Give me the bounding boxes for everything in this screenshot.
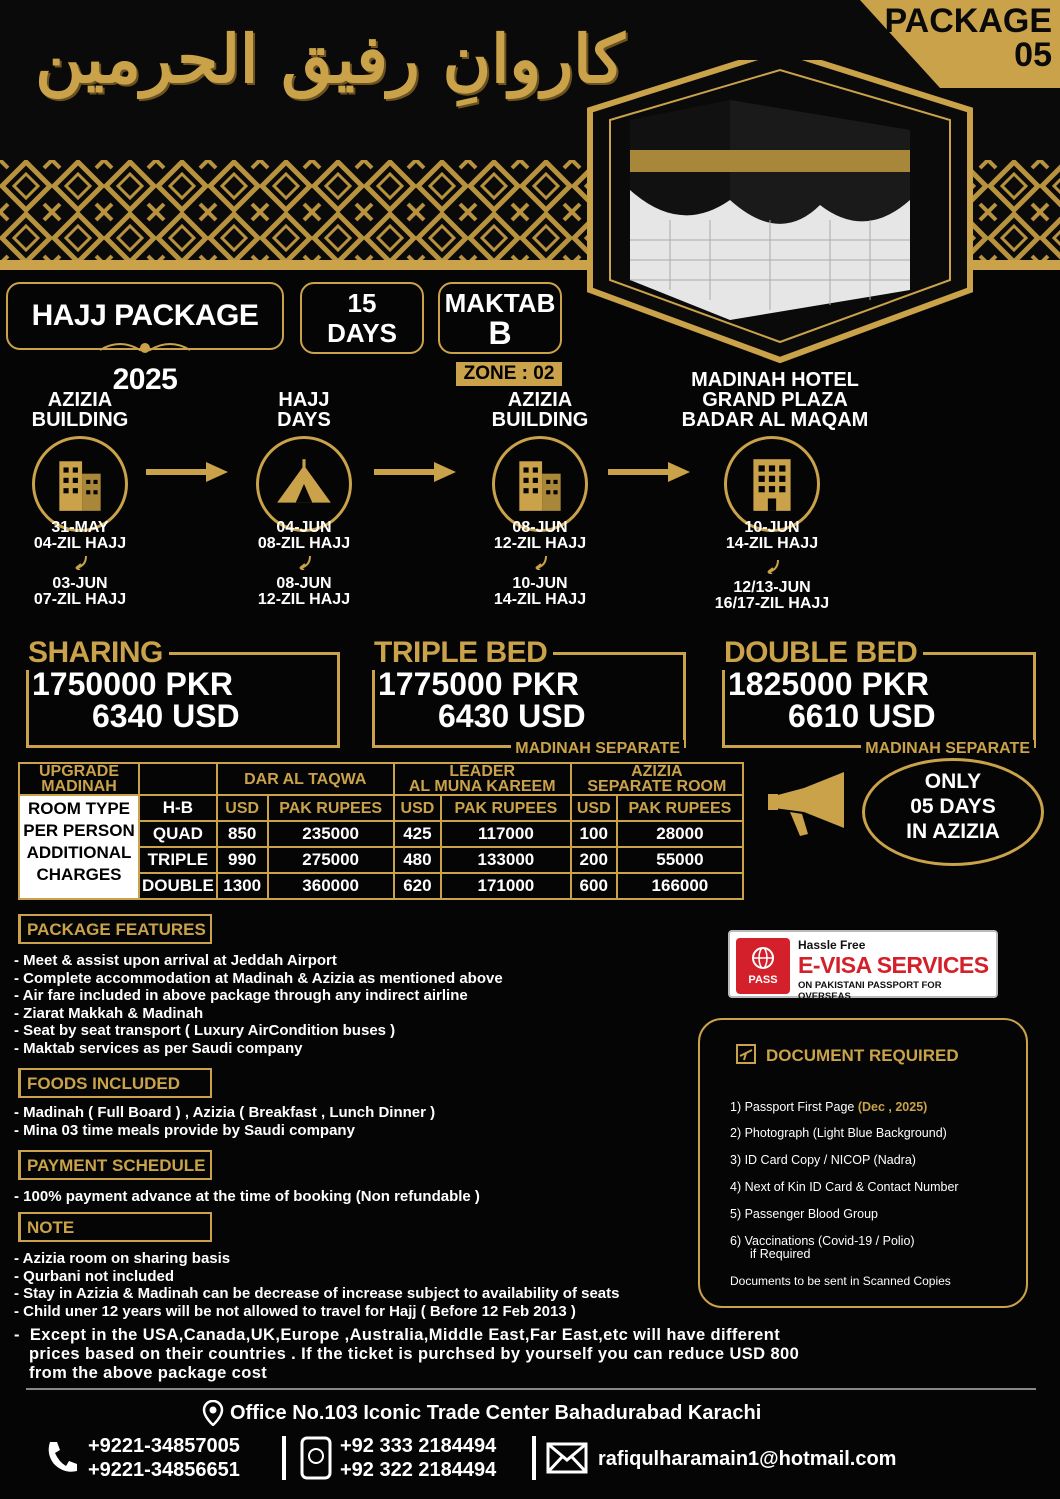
step-title-line: HAJJ <box>278 389 330 411</box>
days-number: 15 <box>347 288 377 318</box>
step-date-from <box>470 520 610 552</box>
pricing-disclaimer <box>14 1326 1014 1383</box>
list-item: - Mina 03 time meals provide by Saudi company <box>14 1121 355 1139</box>
price-pkr: 1775000 PKR <box>378 666 580 702</box>
step-circle <box>724 436 820 532</box>
cell: 100 <box>571 821 617 847</box>
features-list <box>14 952 503 1057</box>
document-item: 2) Photograph (Light Blue Background) <box>730 1126 947 1140</box>
mobile-numbers <box>340 1434 496 1482</box>
step-title-line: BUILDING <box>491 409 589 431</box>
room-type-line: PER PERSON <box>23 821 135 840</box>
list-item: - Madinah ( Full Board ) , Azizia ( Breakfast , Lunch Dinner ) <box>14 1104 436 1121</box>
group-name: AL MUNA KAREEM <box>408 778 556 795</box>
document-item: 3) ID Card Copy / NICOP (Nadra) <box>730 1153 916 1167</box>
maktab-box <box>438 282 562 354</box>
divider <box>532 1436 536 1480</box>
step-title <box>660 370 890 430</box>
list-item: - Azizia room on sharing basis <box>14 1250 231 1267</box>
cell: 200 <box>571 847 617 873</box>
foods-list <box>14 1104 435 1139</box>
curl-arrow-icon <box>72 556 92 570</box>
price-note: MADINAH SEPARATE <box>511 740 684 758</box>
step-title-line: BADAR AL MAQAM <box>681 409 869 431</box>
step-title-line: GRAND PLAZA <box>702 389 848 411</box>
room-type-label <box>19 795 139 899</box>
room-type-line: ADDITIONAL <box>26 843 132 862</box>
hb-label: H-B <box>139 795 217 821</box>
step-title-line: DAYS <box>277 409 331 431</box>
step-title <box>470 390 610 430</box>
document-highlight: (Dec , 2025) <box>857 1100 928 1114</box>
date-gregorian: 04-JUN <box>276 519 332 536</box>
speech-bubble <box>862 758 1044 866</box>
passport-icon <box>736 938 790 994</box>
row-type: QUAD <box>139 821 217 847</box>
cell: 171000 <box>441 873 571 899</box>
row-type: TRIPLE <box>139 847 217 873</box>
date-hijri: 04-ZIL HAJJ <box>33 535 127 552</box>
cell: 275000 <box>268 847 394 873</box>
step-date-from <box>10 520 150 552</box>
plane-document-icon <box>734 1042 758 1066</box>
table-cell <box>139 763 217 795</box>
cell: 425 <box>394 821 441 847</box>
step-title-line: BUILDING <box>31 409 129 431</box>
step-date-to <box>10 576 150 608</box>
room-type-line: ROOM TYPE <box>27 799 130 818</box>
documents-required-panel <box>698 1018 1028 1308</box>
note-list <box>14 1250 620 1320</box>
price-usd: 6610 USD <box>788 698 936 734</box>
group-header <box>217 763 394 795</box>
col-pkr: PAK RUPEES <box>268 795 394 821</box>
step-date-to <box>234 576 374 608</box>
step-title <box>234 390 374 430</box>
section-title: PACKAGE FEATURES <box>27 920 206 939</box>
days-box <box>300 282 424 354</box>
corner-line: UPGRADE <box>38 763 119 780</box>
step-circle <box>492 436 588 532</box>
col-pkr: PAK RUPEES <box>617 795 743 821</box>
evisa-banner <box>728 930 998 1002</box>
curl-arrow-icon <box>296 556 316 570</box>
office-address: Office No.103 Iconic Trade Center Bahadurabad Karachi <box>230 1402 762 1424</box>
date-gregorian: 10-JUN <box>512 575 568 592</box>
col-pkr: PAK RUPEES <box>441 795 571 821</box>
price-card-double <box>718 636 1038 757</box>
price-usd: 6430 USD <box>438 698 586 734</box>
group-header <box>394 763 571 795</box>
col-usd: USD <box>217 795 268 821</box>
document-item-note: if Required <box>750 1247 811 1261</box>
brand-title-arabic: کاروانِ رفیق الحرمین <box>35 20 625 98</box>
cell: 235000 <box>268 821 394 847</box>
curl-arrow-icon <box>764 560 784 574</box>
step-title-line: AZIZIA <box>507 389 573 411</box>
price-label: TRIPLE BED <box>368 636 553 670</box>
group-name: SEPARATE ROOM <box>587 778 727 795</box>
cell: 600 <box>571 873 617 899</box>
room-type-line: CHARGES <box>36 865 122 884</box>
cell: 1300 <box>217 873 268 899</box>
hotel-icon <box>741 453 803 515</box>
step-title-line: AZIZIA <box>47 389 113 411</box>
documents-footer: Documents to be sent in Scanned Copies <box>730 1274 951 1288</box>
cell: 55000 <box>617 847 743 873</box>
section-title: FOODS INCLUDED <box>27 1074 180 1093</box>
package-label: PACKAGE <box>884 2 1052 40</box>
tent-icon <box>273 453 335 515</box>
documents-title: DOCUMENT REQUIRED <box>766 1046 959 1065</box>
cell: 990 <box>217 847 268 873</box>
cell: 28000 <box>617 821 743 847</box>
phone-number[interactable]: +92 322 2184494 <box>340 1459 497 1481</box>
phone-icon <box>44 1438 80 1476</box>
phone-number[interactable]: +92 333 2184494 <box>340 1435 497 1457</box>
date-gregorian: 08-JUN <box>276 575 332 592</box>
document-item: 6) Vaccinations (Covid-19 / Polio) <box>730 1234 915 1248</box>
list-item: - Maktab services as per Saudi company <box>14 1039 303 1057</box>
cell: 133000 <box>441 847 571 873</box>
zone-badge: ZONE : 02 <box>456 362 562 386</box>
divider <box>282 1436 286 1480</box>
list-item: - Stay in Azizia & Madinah can be decrease of increase subject to availability of seats <box>14 1285 620 1302</box>
col-usd: USD <box>571 795 617 821</box>
step-date-from <box>702 520 842 552</box>
price-note: MADINAH SEPARATE <box>861 740 1034 758</box>
group-header <box>571 763 743 795</box>
list-item: - Ziarat Makkah & Madinah <box>14 1004 204 1022</box>
price-label: DOUBLE BED <box>718 636 923 670</box>
megaphone-icon <box>764 768 860 840</box>
cell: 117000 <box>441 821 571 847</box>
date-hijri: 14-ZIL HAJJ <box>725 535 819 552</box>
col-usd: USD <box>394 795 441 821</box>
step-circle <box>256 436 352 532</box>
date-gregorian: 08-JUN <box>512 519 568 536</box>
price-pkr: 1750000 PKR <box>32 666 234 702</box>
list-item: - Child uner 12 years will be not allowed to travel for Hajj ( Before 12 Feb 2013 ) <box>14 1302 576 1320</box>
section-title: PAYMENT SCHEDULE <box>27 1156 206 1175</box>
cell: 620 <box>394 873 441 899</box>
list-item: - Seat by seat transport ( Luxury AirCondition buses ) <box>14 1022 396 1039</box>
disclaimer-line: from the above package cost <box>14 1364 268 1382</box>
group-name: AZIZIA <box>631 763 683 780</box>
speech-line: ONLY <box>924 770 982 793</box>
date-gregorian: 12/13-JUN <box>733 579 811 596</box>
cell: 166000 <box>617 873 743 899</box>
section-header-foods <box>18 1068 212 1098</box>
document-text: 1) Passport First Page <box>730 1100 855 1114</box>
document-item: 4) Next of Kin ID Card & Contact Number <box>730 1180 959 1194</box>
date-gregorian: 03-JUN <box>52 575 108 592</box>
building-icon <box>509 453 571 515</box>
curl-arrow-icon <box>532 556 552 570</box>
speech-line: IN AZIZIA <box>906 820 1000 843</box>
cell: 480 <box>394 847 441 873</box>
document-item <box>730 1100 927 1114</box>
list-item: - 100% payment advance at the time of booking (Non refundable ) <box>14 1188 480 1205</box>
step-title-line: MADINAH HOTEL <box>691 369 859 391</box>
list-item: - Complete accommodation at Madinah & Azizia as mentioned above <box>14 969 503 987</box>
email-address[interactable]: rafiqulharamain1@hotmail.com <box>598 1448 897 1470</box>
price-label: SHARING <box>22 636 169 670</box>
hajj-package-title: HAJJ PACKAGE 2025 <box>6 282 284 350</box>
maktab-label: MAKTAB <box>444 288 556 318</box>
corner-line: MADINAH <box>41 778 117 795</box>
days-label: DAYS <box>327 318 397 348</box>
ornament-decoration <box>100 336 190 362</box>
step-date-to <box>470 576 610 608</box>
evisa-hassle: Hassle Free <box>798 938 866 952</box>
upgrade-madinah-table <box>18 762 744 900</box>
evisa-subtitle: ON PAKISTANI PASSPORT FOR OVERSEAS <box>798 980 942 1002</box>
email-icon <box>546 1442 588 1474</box>
arrow-right-icon <box>146 460 228 484</box>
step-circle <box>32 436 128 532</box>
pass-label: PASS <box>748 974 778 986</box>
landline-numbers <box>88 1434 240 1482</box>
table-corner <box>19 763 139 795</box>
list-item: - Air fare included in above package through any indirect airline <box>14 987 468 1004</box>
date-hijri: 08-ZIL HAJJ <box>257 535 351 552</box>
arrow-right-icon <box>608 460 690 484</box>
date-hijri: 16/17-ZIL HAJJ <box>714 595 830 612</box>
mobile-whatsapp-icon <box>300 1436 332 1480</box>
speech-line: 05 DAYS <box>910 795 996 818</box>
section-header-note <box>18 1212 212 1242</box>
date-hijri: 07-ZIL HAJJ <box>33 591 127 608</box>
price-card-triple <box>368 636 688 757</box>
date-hijri: 12-ZIL HAJJ <box>257 591 351 608</box>
cell: 360000 <box>268 873 394 899</box>
phone-number[interactable]: +9221-34856651 <box>88 1459 240 1481</box>
building-icon <box>49 453 111 515</box>
date-gregorian: 31-MAY <box>51 519 109 536</box>
step-title <box>10 390 150 430</box>
section-header-payment <box>18 1150 212 1180</box>
location-pin-icon <box>202 1400 224 1426</box>
section-title: NOTE <box>27 1218 75 1237</box>
price-card-sharing <box>22 636 342 752</box>
kaaba-image <box>570 60 990 380</box>
footer-divider <box>26 1388 1036 1390</box>
maktab-value: B <box>488 315 512 351</box>
row-type: DOUBLE <box>139 873 217 899</box>
package-number: 05 <box>1014 36 1052 74</box>
date-hijri: 12-ZIL HAJJ <box>493 535 587 552</box>
date-gregorian: 10-JUN <box>744 519 800 536</box>
price-pkr: 1825000 PKR <box>728 666 930 702</box>
section-header-features <box>18 914 212 944</box>
document-item: 5) Passenger Blood Group <box>730 1207 879 1221</box>
step-date-from <box>234 520 374 552</box>
disclaimer-line: - Except in the USA,Canada,UK,Europe ,Australia,Middle East,Far East,etc will have different <box>14 1326 781 1344</box>
evisa-title: E-VISA SERVICES <box>798 952 989 978</box>
list-item: - Meet & assist upon arrival at Jeddah Airport <box>14 952 337 969</box>
step-date-to <box>692 580 852 612</box>
phone-number[interactable]: +9221-34857005 <box>88 1435 240 1457</box>
cell: 850 <box>217 821 268 847</box>
group-name: LEADER <box>449 763 516 780</box>
price-usd: 6340 USD <box>92 698 240 734</box>
date-hijri: 14-ZIL HAJJ <box>493 591 587 608</box>
list-item: - Qurbani not included <box>14 1267 174 1285</box>
group-name: DAR AL TAQWA <box>244 770 367 788</box>
arrow-right-icon <box>374 460 456 484</box>
payment-list <box>14 1188 480 1206</box>
disclaimer-line: prices based on their countries . If the ticket is purchsed by yourself you can reduce USD 800 <box>14 1345 800 1363</box>
